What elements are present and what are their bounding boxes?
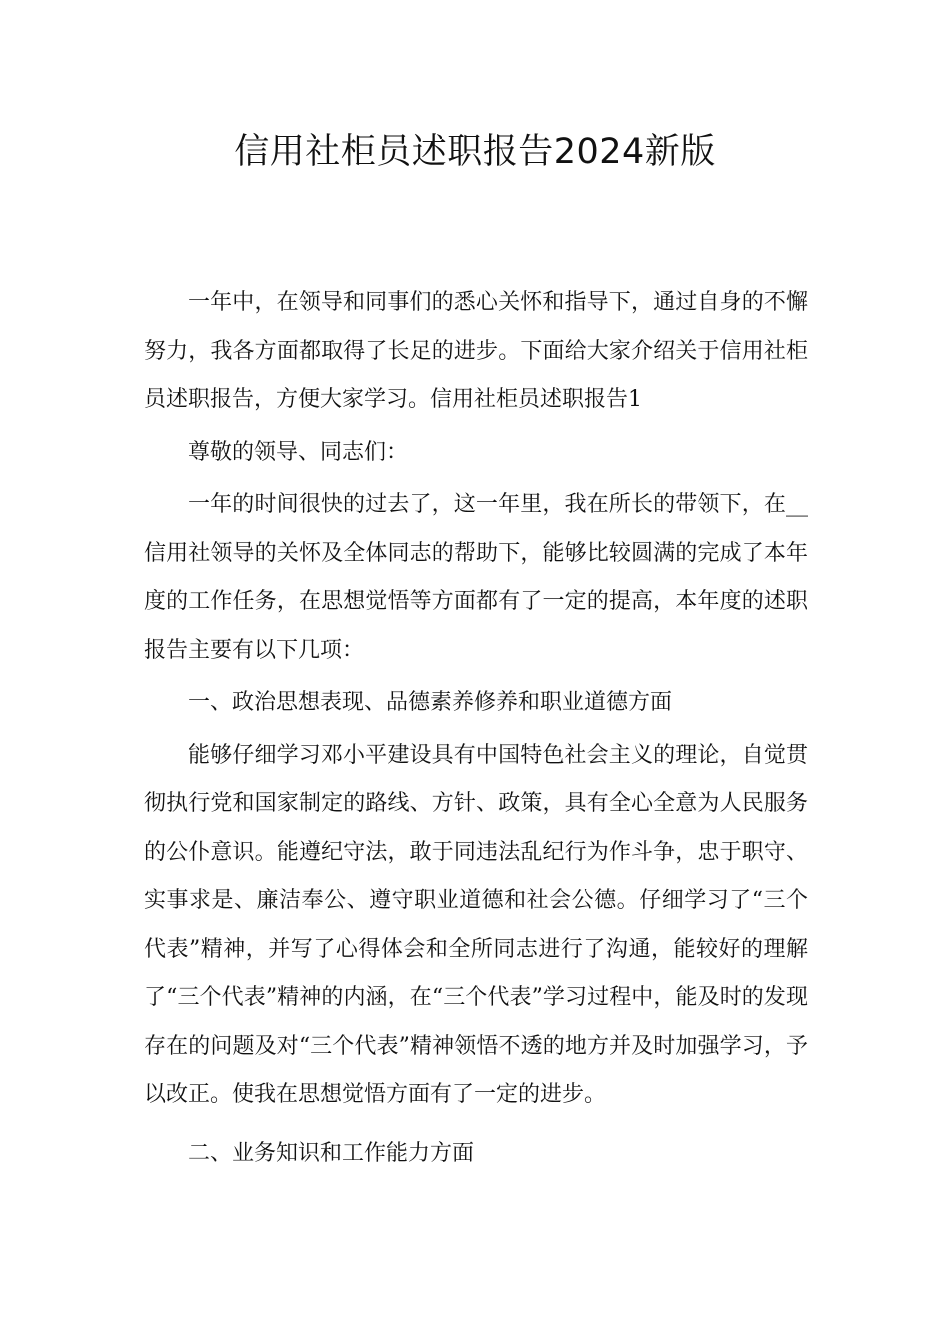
document-title: 信用社柜员述职报告2024新版	[234, 132, 716, 172]
document-body	[144, 279, 808, 1178]
paragraph-summary: 一年的时间很快的过去了，这一年里，我在所长的带领下，在__信用社领导的关怀及全体同志的帮助下，能够比较圆满的完成了本年度的工作任务，在思想觉悟等方面都有了一定的提高，本年度的述职报告主要有以下几项：	[144, 492, 808, 663]
section-heading-2: 二、业务知识和工作能力方面	[188, 1140, 475, 1166]
paragraph-political: 能够仔细学习邓小平建设具有中国特色社会主义的理论，自觉贯彻执行党和国家制定的路线、方针、政策，具有全心全意为人民服务的公仆意识。能遵纪守法，敢于同违法乱纪行为作斗争，忠于职守、实事求是、廉洁奉公、遵守职业道德和社会公德。仔细学习了“三个代表”精神，并写了心得体会和全所同志进行了沟通，能较好的理解了“三个代表”精神的内涵，在“三个代表”学习过程中，能及时的发现存在的问题及对“三个代表”精神领悟不透的地方并及时加强学习，予以改正。使我在思想觉悟方面有了一定的进步。	[144, 742, 808, 1107]
section-heading-1: 一、政治思想表现、品德素养修养和职业道德方面	[188, 690, 673, 715]
paragraph-salutation: 尊敬的领导、同志们：	[188, 439, 409, 465]
paragraph-intro: 一年中，在领导和同事们的悉心关怀和指导下，通过自身的不懈努力，我各方面都取得了长足的进步。下面给大家介绍关于信用社柜员述职报告，方便大家学习。信用社柜员述职报告1	[144, 290, 808, 412]
